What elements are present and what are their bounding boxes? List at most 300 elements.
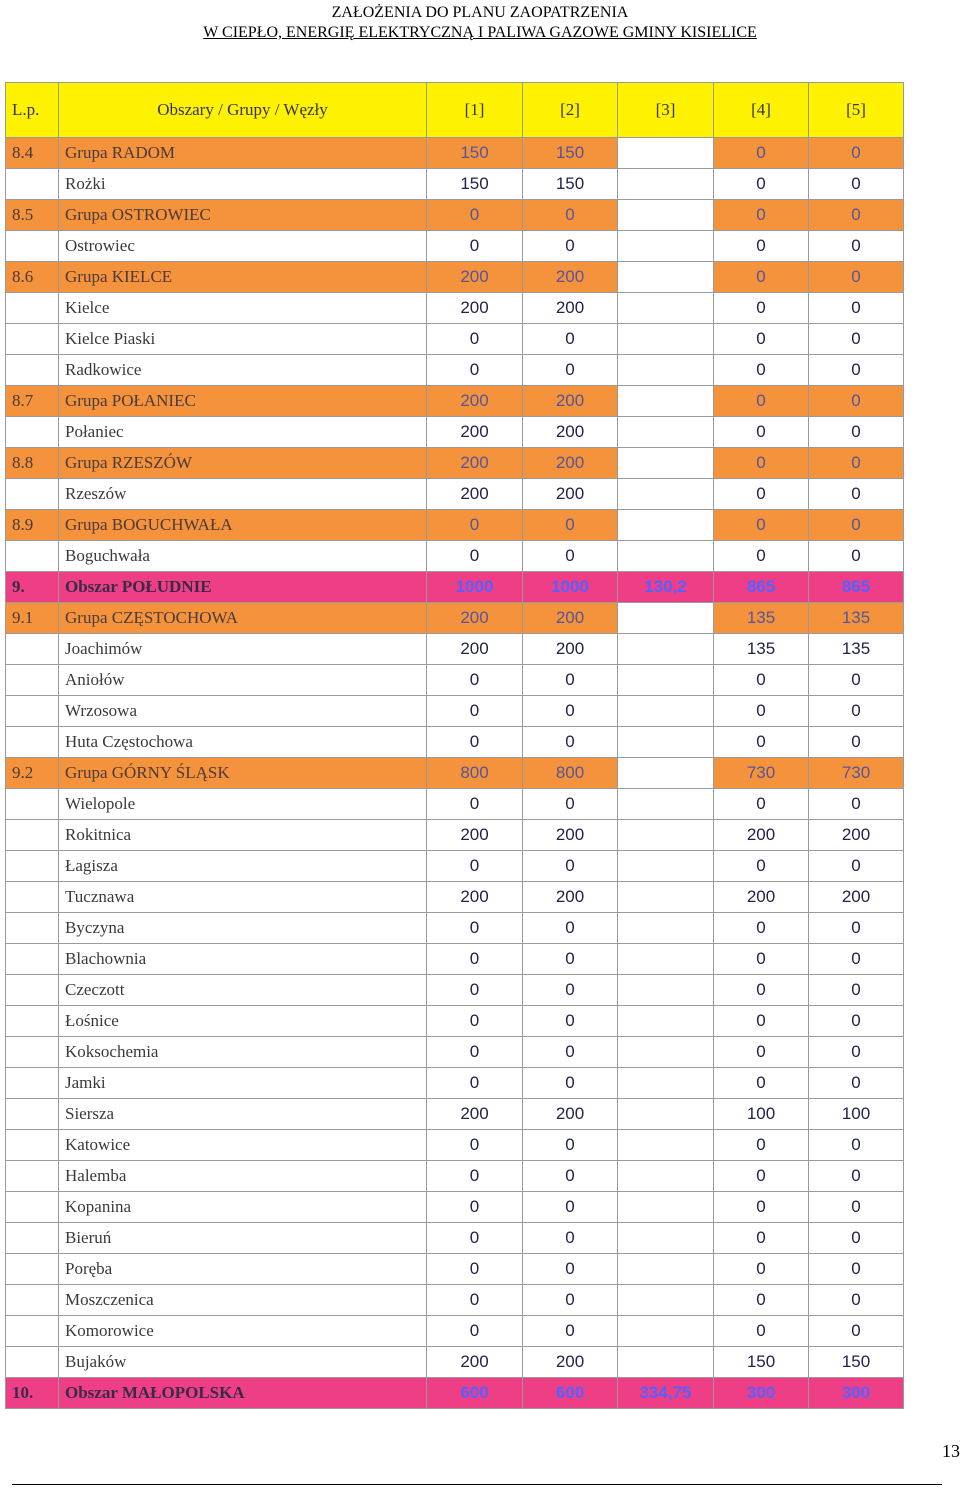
row-value-1: 1000 [427,572,523,603]
row-value-4: 0 [714,355,809,386]
row-value-4: 0 [714,1006,809,1037]
row-value-4: 0 [714,975,809,1006]
table-row [6,913,904,944]
row-value-1: 200 [427,417,523,448]
row-value-1: 0 [427,231,523,262]
row-value-1: 0 [427,1316,523,1347]
row-name: Obszar MAŁOPOLSKA [59,1378,427,1409]
row-lp [6,944,59,975]
row-value-2: 0 [523,510,618,541]
row-value-5: 0 [809,1161,904,1192]
row-value-2: 0 [523,1192,618,1223]
row-value-3 [618,1347,714,1378]
group-row [6,510,904,541]
row-value-3 [618,200,714,231]
row-value-1: 200 [427,386,523,417]
table-row [6,479,904,510]
row-value-4: 0 [714,324,809,355]
row-name: Wielopole [59,789,427,820]
row-name: Połaniec [59,417,427,448]
row-value-5: 0 [809,1192,904,1223]
table-row [6,1192,904,1223]
row-value-4: 0 [714,1130,809,1161]
table-row [6,1161,904,1192]
row-lp [6,355,59,386]
table-row [6,696,904,727]
row-value-3 [618,758,714,789]
row-value-2: 0 [523,727,618,758]
row-name: Huta Częstochowa [59,727,427,758]
row-value-4: 0 [714,913,809,944]
table-row [6,169,904,200]
row-name: Tucznawa [59,882,427,913]
row-value-3 [618,1037,714,1068]
row-value-4: 0 [714,696,809,727]
row-lp [6,1099,59,1130]
column-header-name: Obszary / Grupy / Węzły [59,83,427,138]
row-value-5: 0 [809,293,904,324]
row-value-5: 200 [809,820,904,851]
row-value-2: 200 [523,386,618,417]
row-value-3 [618,169,714,200]
row-value-5: 200 [809,882,904,913]
row-lp: 8.4 [6,138,59,169]
row-lp [6,1161,59,1192]
row-value-5: 100 [809,1099,904,1130]
row-name: Kielce [59,293,427,324]
group-row [6,200,904,231]
row-value-4: 0 [714,138,809,169]
row-value-3 [618,541,714,572]
row-value-4: 200 [714,882,809,913]
row-value-3 [618,324,714,355]
row-value-4: 150 [714,1347,809,1378]
row-lp [6,727,59,758]
row-lp [6,820,59,851]
row-value-5: 0 [809,479,904,510]
row-value-1: 200 [427,634,523,665]
row-value-3 [618,975,714,1006]
row-value-2: 0 [523,1223,618,1254]
row-value-4: 0 [714,293,809,324]
group-row [6,262,904,293]
row-name: Grupa KIELCE [59,262,427,293]
row-lp [6,634,59,665]
row-lp [6,1285,59,1316]
row-name: Bujaków [59,1347,427,1378]
row-value-3: 130,2 [618,572,714,603]
group-row [6,448,904,479]
row-name: Boguchwała [59,541,427,572]
row-name: Poręba [59,1254,427,1285]
row-value-4: 0 [714,1254,809,1285]
row-value-5: 135 [809,603,904,634]
table-row [6,1316,904,1347]
row-name: Bieruń [59,1223,427,1254]
table-row [6,1099,904,1130]
row-value-2: 600 [523,1378,618,1409]
row-value-3 [618,386,714,417]
row-value-2: 200 [523,1347,618,1378]
row-value-1: 0 [427,727,523,758]
row-lp: 8.5 [6,200,59,231]
row-value-5: 0 [809,200,904,231]
row-value-1: 0 [427,1161,523,1192]
row-value-5: 0 [809,789,904,820]
row-name: Grupa OSTROWIEC [59,200,427,231]
row-value-4: 0 [714,1192,809,1223]
table-row [6,820,904,851]
row-value-2: 0 [523,1316,618,1347]
row-lp [6,1254,59,1285]
header-line-1: ZAŁOŻENIA DO PLANU ZAOPATRZENIA [331,4,629,21]
row-lp [6,696,59,727]
row-value-2: 200 [523,603,618,634]
row-value-1: 0 [427,696,523,727]
row-value-2: 800 [523,758,618,789]
row-name: Kielce Piaski [59,324,427,355]
row-value-5: 0 [809,417,904,448]
group-row [6,758,904,789]
row-value-4: 300 [714,1378,809,1409]
row-value-5: 0 [809,541,904,572]
column-header-2: [2] [523,83,618,138]
row-value-3 [618,634,714,665]
row-name: Katowice [59,1130,427,1161]
row-value-5: 135 [809,634,904,665]
row-value-3 [618,448,714,479]
row-name: Rzeszów [59,479,427,510]
row-value-1: 0 [427,541,523,572]
row-name: Joachimów [59,634,427,665]
row-value-2: 200 [523,634,618,665]
row-value-2: 0 [523,789,618,820]
row-value-2: 200 [523,293,618,324]
data-table [5,82,904,1409]
row-value-5: 0 [809,696,904,727]
row-value-5: 0 [809,1037,904,1068]
row-value-1: 200 [427,293,523,324]
table-row [6,727,904,758]
row-value-5: 300 [809,1378,904,1409]
column-header-4: [4] [714,83,809,138]
table-row [6,1037,904,1068]
group-row [6,386,904,417]
row-value-5: 0 [809,355,904,386]
column-header-1: [1] [427,83,523,138]
row-value-2: 0 [523,851,618,882]
row-lp [6,231,59,262]
row-value-1: 200 [427,448,523,479]
row-value-2: 0 [523,975,618,1006]
row-value-3 [618,665,714,696]
row-value-2: 1000 [523,572,618,603]
row-lp: 8.9 [6,510,59,541]
row-name: Rożki [59,169,427,200]
row-value-3 [618,882,714,913]
table-row [6,1068,904,1099]
table-row [6,1130,904,1161]
row-value-3 [618,1316,714,1347]
row-value-4: 0 [714,262,809,293]
row-value-1: 0 [427,1068,523,1099]
row-value-2: 0 [523,541,618,572]
row-value-1: 0 [427,1254,523,1285]
row-value-1: 200 [427,479,523,510]
row-value-5: 0 [809,1068,904,1099]
row-name: Grupa RZESZÓW [59,448,427,479]
row-value-2: 200 [523,820,618,851]
row-value-1: 0 [427,324,523,355]
row-value-3 [618,789,714,820]
row-value-1: 200 [427,603,523,634]
row-value-2: 0 [523,944,618,975]
column-header-lp: L.p. [6,83,59,138]
row-value-1: 0 [427,1223,523,1254]
row-name: Wrzosowa [59,696,427,727]
row-value-4: 0 [714,665,809,696]
row-value-5: 0 [809,851,904,882]
row-lp [6,293,59,324]
row-value-1: 150 [427,138,523,169]
table-row [6,541,904,572]
row-lp: 9.2 [6,758,59,789]
row-value-4: 0 [714,1161,809,1192]
row-value-5: 0 [809,510,904,541]
row-value-1: 200 [427,882,523,913]
row-value-5: 0 [809,1254,904,1285]
row-value-4: 0 [714,479,809,510]
row-value-5: 0 [809,386,904,417]
row-value-2: 0 [523,1285,618,1316]
row-lp [6,1192,59,1223]
table-row [6,417,904,448]
row-name: Czeczott [59,975,427,1006]
row-value-2: 0 [523,913,618,944]
row-value-5: 0 [809,665,904,696]
row-lp: 8.7 [6,386,59,417]
row-lp [6,665,59,696]
row-lp [6,1006,59,1037]
row-name: Rokitnica [59,820,427,851]
row-lp [6,1223,59,1254]
row-value-5: 0 [809,448,904,479]
row-lp [6,913,59,944]
row-value-5: 0 [809,262,904,293]
row-name: Ostrowiec [59,231,427,262]
row-value-4: 0 [714,169,809,200]
table-body [6,138,904,1409]
row-value-2: 200 [523,1099,618,1130]
row-name: Aniołów [59,665,427,696]
row-name: Koksochemia [59,1037,427,1068]
row-name: Grupa RADOM [59,138,427,169]
row-value-3 [618,1161,714,1192]
row-lp [6,882,59,913]
row-value-4: 135 [714,603,809,634]
row-value-4: 0 [714,200,809,231]
row-value-3 [618,355,714,386]
row-value-4: 200 [714,820,809,851]
row-value-1: 0 [427,851,523,882]
row-value-4: 0 [714,1223,809,1254]
row-name: Obszar POŁUDNIE [59,572,427,603]
row-value-3 [618,262,714,293]
row-value-3 [618,1099,714,1130]
row-value-5: 0 [809,1223,904,1254]
row-value-3 [618,851,714,882]
row-value-4: 135 [714,634,809,665]
row-lp [6,479,59,510]
row-value-4: 0 [714,789,809,820]
row-value-4: 0 [714,727,809,758]
row-value-2: 0 [523,324,618,355]
row-value-2: 200 [523,479,618,510]
row-lp [6,417,59,448]
row-value-5: 0 [809,975,904,1006]
row-lp [6,1037,59,1068]
row-value-3 [618,820,714,851]
row-value-1: 0 [427,355,523,386]
row-value-2: 200 [523,448,618,479]
row-value-1: 0 [427,1006,523,1037]
row-value-5: 0 [809,1316,904,1347]
page-number: 13 [942,1441,960,1461]
row-value-3 [618,1006,714,1037]
row-value-5: 865 [809,572,904,603]
row-value-4: 730 [714,758,809,789]
row-value-5: 0 [809,1006,904,1037]
row-value-3: 334,75 [618,1378,714,1409]
row-value-4: 0 [714,851,809,882]
row-value-2: 200 [523,262,618,293]
row-value-2: 200 [523,882,618,913]
row-value-2: 0 [523,355,618,386]
row-value-1: 200 [427,820,523,851]
row-lp: 10. [6,1378,59,1409]
table-row [6,851,904,882]
row-value-5: 0 [809,727,904,758]
row-value-3 [618,1254,714,1285]
row-value-1: 0 [427,665,523,696]
row-value-3 [618,1223,714,1254]
table-row [6,1006,904,1037]
group-row [6,603,904,634]
row-lp: 9.1 [6,603,59,634]
row-name: Blachownia [59,944,427,975]
table-row [6,1285,904,1316]
document-header [0,3,960,43]
row-lp: 8.8 [6,448,59,479]
row-lp [6,1347,59,1378]
header-line-2: W CIEPŁO, ENERGIĘ ELEKTRYCZNĄ I PALIWA GAZOWE GMINY KISIELICE [203,24,757,41]
table-row [6,944,904,975]
row-name: Grupa GÓRNY ŚLĄSK [59,758,427,789]
row-value-4: 0 [714,1316,809,1347]
footer-rule [12,1484,942,1485]
row-value-4: 0 [714,1285,809,1316]
row-lp: 8.6 [6,262,59,293]
row-value-4: 865 [714,572,809,603]
table-header-row [6,83,904,138]
row-value-2: 150 [523,169,618,200]
table-row [6,665,904,696]
row-value-1: 0 [427,1130,523,1161]
row-value-1: 0 [427,1037,523,1068]
table-row [6,882,904,913]
row-value-2: 200 [523,417,618,448]
row-value-3 [618,479,714,510]
row-value-2: 0 [523,1037,618,1068]
column-header-3: [3] [618,83,714,138]
table-row [6,355,904,386]
row-value-1: 200 [427,1099,523,1130]
row-name: Jamki [59,1068,427,1099]
row-value-5: 0 [809,1130,904,1161]
row-value-1: 200 [427,1347,523,1378]
row-value-1: 0 [427,944,523,975]
row-value-4: 0 [714,231,809,262]
row-value-4: 0 [714,448,809,479]
table-row [6,975,904,1006]
row-value-4: 0 [714,541,809,572]
table-row [6,293,904,324]
row-value-5: 0 [809,324,904,355]
row-value-3 [618,293,714,324]
row-lp [6,789,59,820]
row-name: Grupa CZĘSTOCHOWA [59,603,427,634]
row-value-1: 0 [427,789,523,820]
row-value-1: 600 [427,1378,523,1409]
row-name: Kopanina [59,1192,427,1223]
row-value-1: 800 [427,758,523,789]
row-value-4: 0 [714,510,809,541]
row-lp [6,851,59,882]
row-lp [6,1068,59,1099]
row-value-3 [618,1068,714,1099]
row-value-2: 0 [523,1254,618,1285]
row-value-5: 0 [809,231,904,262]
row-value-2: 0 [523,1161,618,1192]
row-name: Siersza [59,1099,427,1130]
row-value-1: 150 [427,169,523,200]
table-row [6,1254,904,1285]
column-header-5: [5] [809,83,904,138]
row-value-1: 0 [427,975,523,1006]
row-name: Halemba [59,1161,427,1192]
row-value-3 [618,603,714,634]
row-name: Byczyna [59,913,427,944]
area-row [6,572,904,603]
table-row [6,231,904,262]
table-row [6,634,904,665]
row-name: Moszczenica [59,1285,427,1316]
area-row [6,1378,904,1409]
row-value-5: 0 [809,169,904,200]
row-value-2: 0 [523,696,618,727]
row-value-5: 0 [809,944,904,975]
row-lp [6,1316,59,1347]
table-row [6,1223,904,1254]
row-value-3 [618,1285,714,1316]
row-name: Grupa BOGUCHWAŁA [59,510,427,541]
row-value-1: 0 [427,1192,523,1223]
row-name: Grupa POŁANIEC [59,386,427,417]
row-name: Łagisza [59,851,427,882]
row-value-1: 0 [427,913,523,944]
table-row [6,789,904,820]
row-value-4: 0 [714,417,809,448]
